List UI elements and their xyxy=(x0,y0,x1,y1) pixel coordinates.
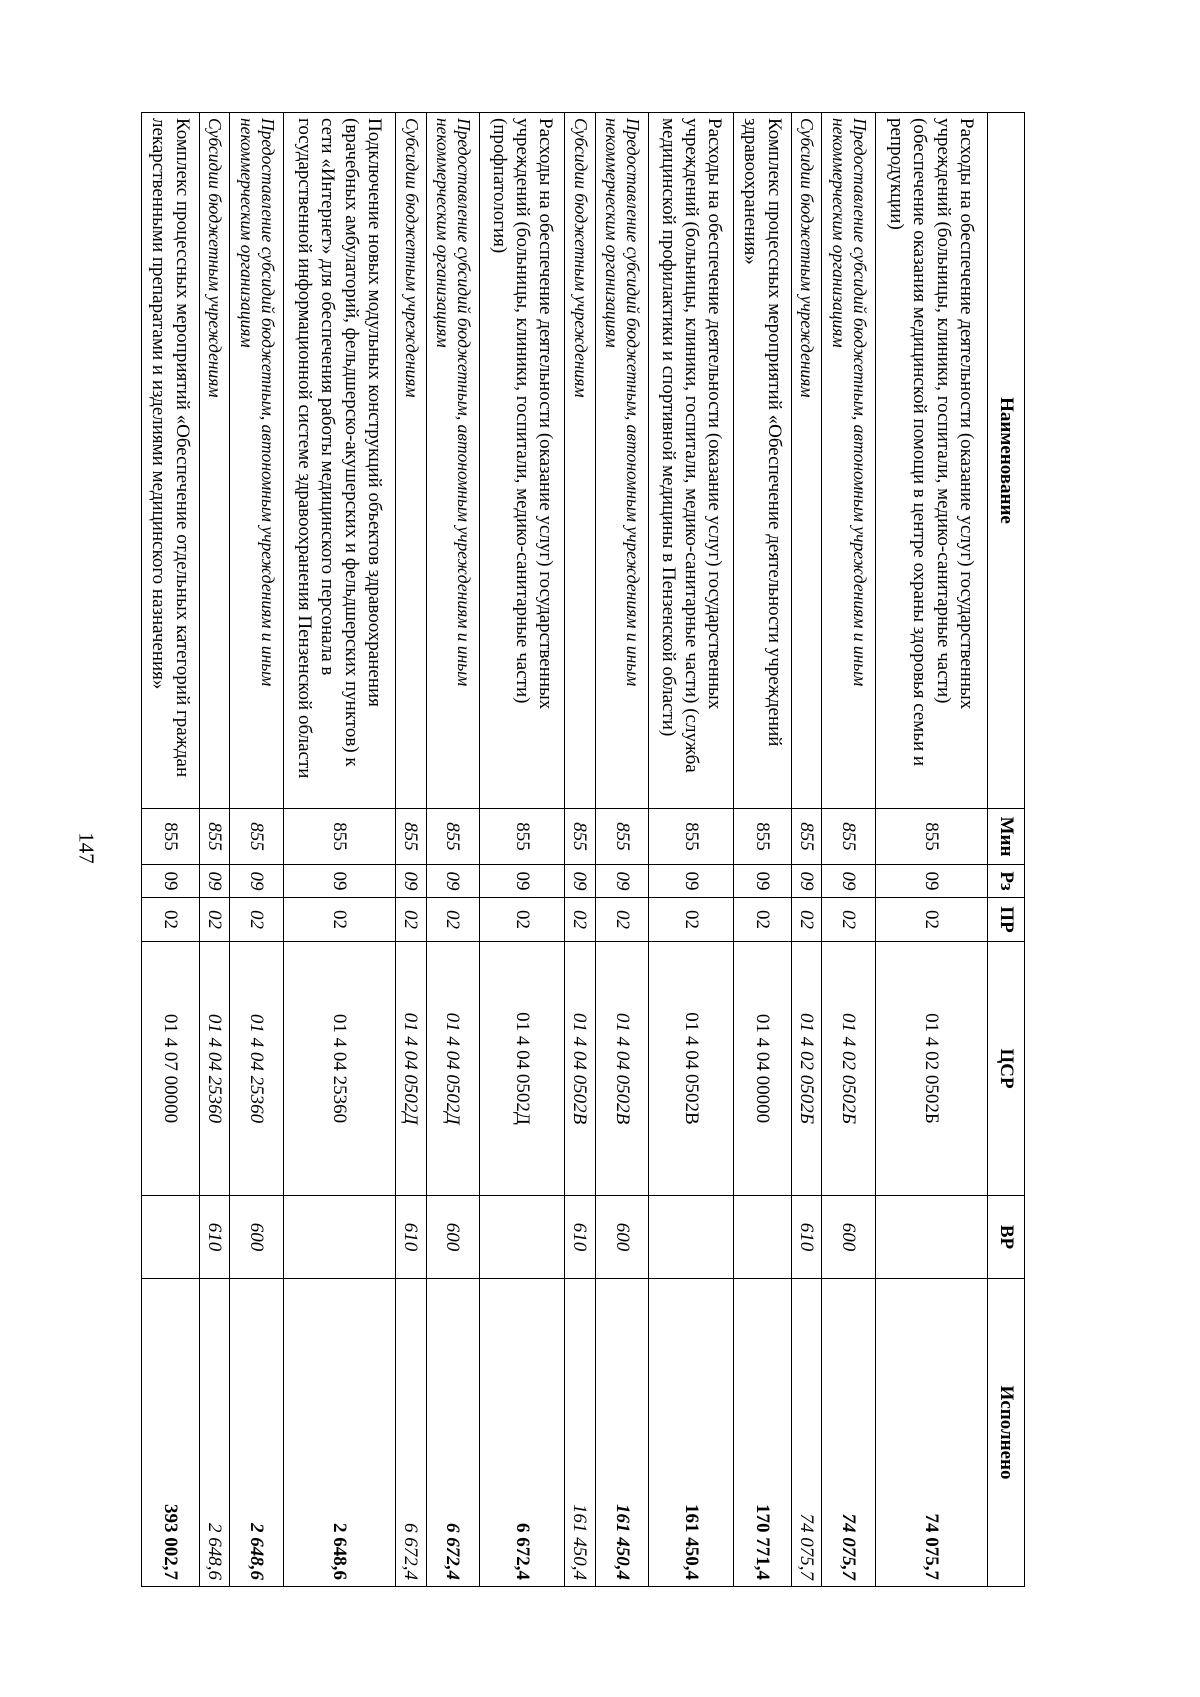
table-row xyxy=(875,113,987,1587)
row-rz: 09 xyxy=(875,865,987,898)
row-sum: 161 450,4 xyxy=(649,1279,734,1587)
row-pr: 02 xyxy=(230,898,283,942)
row-rz: 09 xyxy=(396,865,427,898)
row-pr: 02 xyxy=(283,898,395,942)
row-pr: 02 xyxy=(426,898,479,942)
row-pr: 02 xyxy=(791,898,822,942)
table-header-row xyxy=(988,113,1025,1587)
row-csr: 01 4 02 0502Б xyxy=(875,942,987,1196)
table-row xyxy=(283,113,395,1587)
row-sum: 2 648,6 xyxy=(199,1279,230,1587)
row-vr xyxy=(480,1196,565,1279)
row-vr xyxy=(875,1196,987,1279)
table-row xyxy=(649,113,734,1587)
row-min: 855 xyxy=(199,809,230,865)
row-rz: 09 xyxy=(791,865,822,898)
header-sum: Исполнено xyxy=(988,1279,1025,1587)
row-pr: 02 xyxy=(595,898,648,942)
row-sum: 6 672,4 xyxy=(480,1279,565,1587)
row-csr: 01 4 04 25360 xyxy=(199,942,230,1196)
table-row xyxy=(565,113,596,1587)
table-row xyxy=(595,113,648,1587)
row-sum: 74 075,7 xyxy=(875,1279,987,1587)
row-min: 855 xyxy=(142,809,200,865)
row-min: 855 xyxy=(396,809,427,865)
row-name: Предоставление субсидий бюджетным, автономным учреждениям и иным некоммерческим организациям xyxy=(595,113,648,809)
row-rz: 09 xyxy=(734,865,792,898)
row-csr: 01 4 04 0502В xyxy=(565,942,596,1196)
header-csr: ЦСР xyxy=(988,942,1025,1196)
row-csr: 01 4 04 0502В xyxy=(649,942,734,1196)
page-number: 147 xyxy=(74,832,99,864)
row-pr: 02 xyxy=(649,898,734,942)
row-name: Субсидии бюджетным учреждениям xyxy=(565,113,596,809)
row-pr: 02 xyxy=(734,898,792,942)
table-row xyxy=(791,113,822,1587)
row-sum: 74 075,7 xyxy=(791,1279,822,1587)
row-pr: 02 xyxy=(396,898,427,942)
row-vr: 600 xyxy=(230,1196,283,1279)
table-row xyxy=(142,113,200,1587)
row-sum: 161 450,4 xyxy=(595,1279,648,1587)
row-min: 855 xyxy=(791,809,822,865)
row-sum: 161 450,4 xyxy=(565,1279,596,1587)
row-csr: 01 4 02 0502Б xyxy=(822,942,875,1196)
row-pr: 02 xyxy=(822,898,875,942)
row-sum: 74 075,7 xyxy=(822,1279,875,1587)
row-csr: 01 4 04 00000 xyxy=(734,942,792,1196)
row-sum: 2 648,6 xyxy=(230,1279,283,1587)
row-sum: 2 648,6 xyxy=(283,1279,395,1587)
row-vr xyxy=(649,1196,734,1279)
row-name: Расходы на обеспечение деятельности (оказание услуг) государственных учреждений (больницы, клиники, госпитали, медико-санитарные части) (профпатология) xyxy=(480,113,565,809)
header-vr: ВР xyxy=(988,1196,1025,1279)
row-sum: 6 672,4 xyxy=(426,1279,479,1587)
row-pr: 02 xyxy=(565,898,596,942)
row-pr: 02 xyxy=(142,898,200,942)
row-rz: 09 xyxy=(822,865,875,898)
row-vr xyxy=(142,1196,200,1279)
row-vr xyxy=(734,1196,792,1279)
row-rz: 09 xyxy=(142,865,200,898)
row-name: Предоставление субсидий бюджетным, автономным учреждениям и иным некоммерческим организациям xyxy=(230,113,283,809)
row-csr: 01 4 04 25360 xyxy=(283,942,395,1196)
row-name: Предоставление субсидий бюджетным, автономным учреждениям и иным некоммерческим организациям xyxy=(822,113,875,809)
row-name: Расходы на обеспечение деятельности (оказание услуг) государственных учреждений (больницы, клиники, госпитали, медико-санитарные части) (обеспечение оказания медицинской помощи в центре охраны здоровья семьи и репродукции) xyxy=(875,113,987,809)
header-pr: ПР xyxy=(988,898,1025,942)
row-csr: 01 4 07 00000 xyxy=(142,942,200,1196)
row-csr: 01 4 04 25360 xyxy=(230,942,283,1196)
row-csr: 01 4 04 0502Д xyxy=(480,942,565,1196)
table-row xyxy=(199,113,230,1587)
row-vr: 610 xyxy=(199,1196,230,1279)
row-min: 855 xyxy=(875,809,987,865)
row-pr: 02 xyxy=(480,898,565,942)
budget-table xyxy=(141,112,1025,1587)
row-min: 855 xyxy=(822,809,875,865)
row-name: Субсидии бюджетным учреждениям xyxy=(791,113,822,809)
row-name: Предоставление субсидий бюджетным, автономным учреждениям и иным некоммерческим организациям xyxy=(426,113,479,809)
row-rz: 09 xyxy=(480,865,565,898)
header-min: Мин xyxy=(988,809,1025,865)
row-rz: 09 xyxy=(426,865,479,898)
row-min: 855 xyxy=(734,809,792,865)
table-row xyxy=(230,113,283,1587)
row-vr: 610 xyxy=(565,1196,596,1279)
row-name: Субсидии бюджетным учреждениям xyxy=(199,113,230,809)
row-csr: 01 4 04 0502В xyxy=(595,942,648,1196)
table-row xyxy=(822,113,875,1587)
row-vr: 600 xyxy=(595,1196,648,1279)
row-min: 855 xyxy=(595,809,648,865)
table-row xyxy=(396,113,427,1587)
row-vr: 610 xyxy=(396,1196,427,1279)
row-name: Субсидии бюджетным учреждениям xyxy=(396,113,427,809)
row-csr: 01 4 04 0502Д xyxy=(396,942,427,1196)
row-name: Расходы на обеспечение деятельности (оказание услуг) государственных учреждений (больницы, клиники, госпитали, медико-санитарные части) (служба медицинской профилактики и спортивной медицины в Пензенской области) xyxy=(649,113,734,809)
row-vr xyxy=(283,1196,395,1279)
row-rz: 09 xyxy=(595,865,648,898)
row-vr: 600 xyxy=(822,1196,875,1279)
row-name: Комплекс процессных мероприятий «Обеспечение деятельности учреждений здравоохранения» xyxy=(734,113,792,809)
row-csr: 01 4 02 0502Б xyxy=(791,942,822,1196)
row-min: 855 xyxy=(565,809,596,865)
row-min: 855 xyxy=(480,809,565,865)
row-vr: 600 xyxy=(426,1196,479,1279)
row-sum: 6 672,4 xyxy=(396,1279,427,1587)
row-rz: 09 xyxy=(199,865,230,898)
table-row xyxy=(426,113,479,1587)
row-pr: 02 xyxy=(875,898,987,942)
table-row xyxy=(480,113,565,1587)
row-csr: 01 4 04 0502Д xyxy=(426,942,479,1196)
header-rz: Рз xyxy=(988,865,1025,898)
row-min: 855 xyxy=(649,809,734,865)
row-pr: 02 xyxy=(199,898,230,942)
row-sum: 170 771,4 xyxy=(734,1279,792,1587)
row-vr: 610 xyxy=(791,1196,822,1279)
row-min: 855 xyxy=(426,809,479,865)
row-name: Подключение новых модульных конструкций объектов здравоохранения (врачебных амбулаторий, фельдшерско-акушерских и фельдшерских пунктов) к сети «Интернет» для обеспечения работы медицинского персонала в государственной информационной системе здравоохранения Пензенской области xyxy=(283,113,395,809)
row-rz: 09 xyxy=(649,865,734,898)
row-sum: 393 002,7 xyxy=(142,1279,200,1587)
table-row xyxy=(734,113,792,1587)
row-min: 855 xyxy=(230,809,283,865)
budget-table-container xyxy=(141,112,1025,1586)
row-name: Комплекс процессных мероприятий «Обеспечение отдельных категорий граждан лекарственными препаратами и изделиями медицинского назначения» xyxy=(142,113,200,809)
row-rz: 09 xyxy=(283,865,395,898)
row-rz: 09 xyxy=(230,865,283,898)
header-name: Наименование xyxy=(988,113,1025,809)
row-rz: 09 xyxy=(565,865,596,898)
row-min: 855 xyxy=(283,809,395,865)
